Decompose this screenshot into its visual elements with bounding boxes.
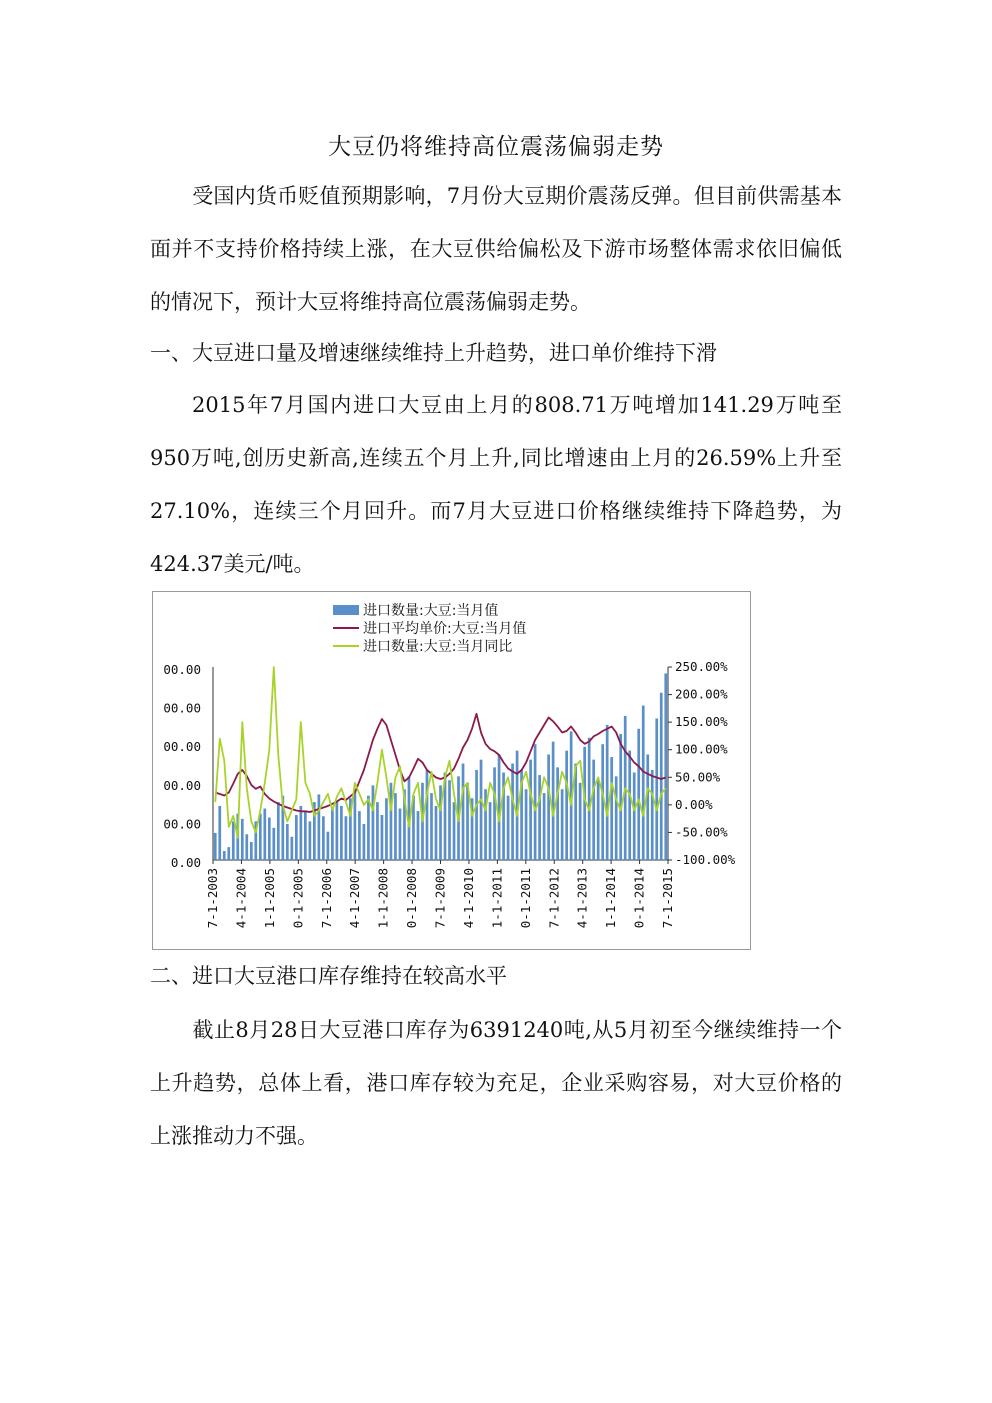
quantity-bar [331,809,334,860]
quantity-bar [480,760,483,860]
quantity-bar [529,760,532,860]
quantity-bar [552,742,555,860]
x-tick-label: 1-1-2011 [489,868,505,929]
quantity-bar [336,801,339,860]
quantity-bar [439,785,442,860]
quantity-bar [556,767,559,860]
quantity-bar [597,780,600,860]
right-tick-label: 200.00% [675,686,728,702]
quantity-bar [286,824,289,860]
soybean-import-chart [152,591,751,950]
left-tick-label: 00.00 [163,777,201,793]
x-tick-label: 1-1-2014 [603,868,619,929]
quantity-bar [561,789,564,860]
legend-label: 进口平均单价:大豆:当月值 [363,621,527,637]
quantity-bar [646,754,649,860]
quantity-bar [250,842,253,860]
section2-text: 截止8月28日大豆港口库存为6391240吨,从5月初至今继续维持一个上升趋势，总体上看，港口库存较为充足，企业采购容易，对大豆价格的上涨推动力不强。 [150,1018,842,1148]
x-tick-label: 0-1-2008 [404,868,420,929]
quantity-bar [610,757,613,860]
chart-svg [153,592,750,949]
quantity-bar [268,818,271,860]
quantity-bar [637,729,640,860]
quantity-bar [660,693,663,860]
quantity-bar [245,834,248,860]
quantity-bar [381,815,384,860]
quantity-bar [304,811,307,860]
quantity-bar [448,780,451,860]
quantity-bar [295,815,298,860]
x-tick-label: 4-1-2007 [347,868,363,929]
x-tick-label: 7-1-2006 [318,868,334,929]
x-tick-label: 7-1-2009 [432,868,448,929]
document-title: 大豆仍将维持高位震荡偏弱走势 [328,134,664,160]
quantity-bar [435,806,438,860]
quantity-bar [462,764,465,861]
quantity-bar [543,793,546,860]
quantity-bar [363,824,366,860]
quantity-bar [642,706,645,860]
quantity-bar [241,819,244,860]
quantity-bar [489,802,492,860]
quantity-bar [272,828,275,860]
quantity-bar [498,754,501,860]
right-tick-label: -100.00% [675,852,736,867]
quantity-bar [390,783,393,860]
quantity-bar [565,751,568,860]
left-tick-label: 0.00 [170,855,201,870]
quantity-bar [507,796,510,860]
right-tick-label: 150.00% [675,714,728,730]
x-tick-label: 1-1-2008 [375,868,391,929]
quantity-bar [259,814,262,860]
section2-heading: 二、进口大豆港口库存维持在较高水平 [150,964,507,988]
left-tick-label: 00.00 [163,662,201,677]
quantity-bar [579,783,582,860]
quantity-bar [453,802,456,860]
intro-paragraph [150,170,842,329]
x-tick-label: 1-1-2005 [261,868,277,929]
right-tick-label: 0.00% [675,796,713,812]
quantity-bar [340,806,343,860]
quantity-bar [475,770,478,860]
quantity-bar [655,718,658,860]
quantity-bar [354,789,357,860]
quantity-bar [214,833,217,860]
quantity-bar [263,809,266,860]
quantity-bar [223,851,226,860]
quantity-bar [376,802,379,860]
x-tick-label: 0-1-2011 [517,868,533,929]
quantity-bar [615,776,618,860]
legend-label: 进口数量:大豆:当月值 [363,603,499,619]
section2-paragraph [150,1004,842,1163]
quantity-bar [619,734,622,860]
quantity-bar [309,821,312,860]
quantity-bar [227,847,230,860]
quantity-bar [538,775,541,860]
quantity-bar [372,785,375,860]
quantity-bar [417,811,420,860]
quantity-bar [430,793,433,860]
quantity-bar [426,770,429,860]
x-tick-label: 7-1-2015 [660,868,675,929]
left-tick-label: 00.00 [163,816,201,832]
x-tick-label: 7-1-2003 [205,868,220,929]
x-tick-label: 0-1-2014 [631,868,647,929]
quantity-bar [358,811,361,860]
quantity-bar [547,754,550,860]
quantity-bar [218,806,221,860]
quantity-bar [232,821,235,860]
quantity-bar [385,798,388,860]
x-tick-label: 4-1-2004 [233,868,249,929]
quantity-bar [606,725,609,860]
quantity-bar [299,806,302,860]
quantity-bar [399,809,402,860]
left-tick-label: 00.00 [163,700,201,716]
quantity-bar [327,832,330,860]
legend-label: 进口数量:大豆:当月同比 [363,639,513,655]
right-tick-label: 50.00% [675,769,721,785]
quantity-bar [664,673,667,860]
x-tick-label: 4-1-2010 [460,868,476,929]
quantity-bar [322,816,325,860]
quantity-bar [290,837,293,860]
section1-paragraph [150,379,842,591]
quantity-bar [633,773,636,860]
quantity-bar [394,793,397,860]
x-tick-label: 4-1-2013 [574,868,590,929]
section1-heading: 一、大豆进口量及增速继续维持上升趋势，进口单价维持下滑 [150,341,717,365]
quantity-bar [534,744,537,860]
legend-swatch-quantity [333,605,359,615]
quantity-bar [367,796,370,860]
right-tick-label: -50.00% [675,824,728,840]
quantity-bar [345,816,348,860]
quantity-bar [318,794,321,860]
left-tick-label: 00.00 [163,739,201,755]
intro-text: 受国内货币贬值预期影响，7月份大豆期价震荡反弹。但目前供需基本面并不支持价格持续上涨，在大豆供给偏松及下游市场整体需求依旧偏低的情况下，预计大豆将维持高位震荡偏弱走势。 [150,184,842,314]
quantity-bar [493,767,496,860]
quantity-bar [525,789,528,860]
right-tick-label: 250.00% [675,659,728,674]
quantity-bar [651,770,654,860]
section1-text: 2015年7月国内进口大豆由上月的808.71万吨增加141.29万吨至950万吨,创历史新高,连续五个月上升,同比增速由上月的26.59%上升至27.10%，连续三个月回升。而7月大豆进口价格继续维持下降趋势，为424.37美元/吨。 [150,393,842,576]
quantity-bar [592,760,595,860]
quantity-bar [277,802,280,860]
x-tick-label: 0-1-2005 [290,868,306,929]
quantity-bar [588,738,591,860]
right-tick-label: 100.00% [675,741,728,757]
quantity-bar [628,751,631,860]
x-tick-label: 7-1-2012 [546,868,562,929]
quantity-bar [511,764,514,861]
